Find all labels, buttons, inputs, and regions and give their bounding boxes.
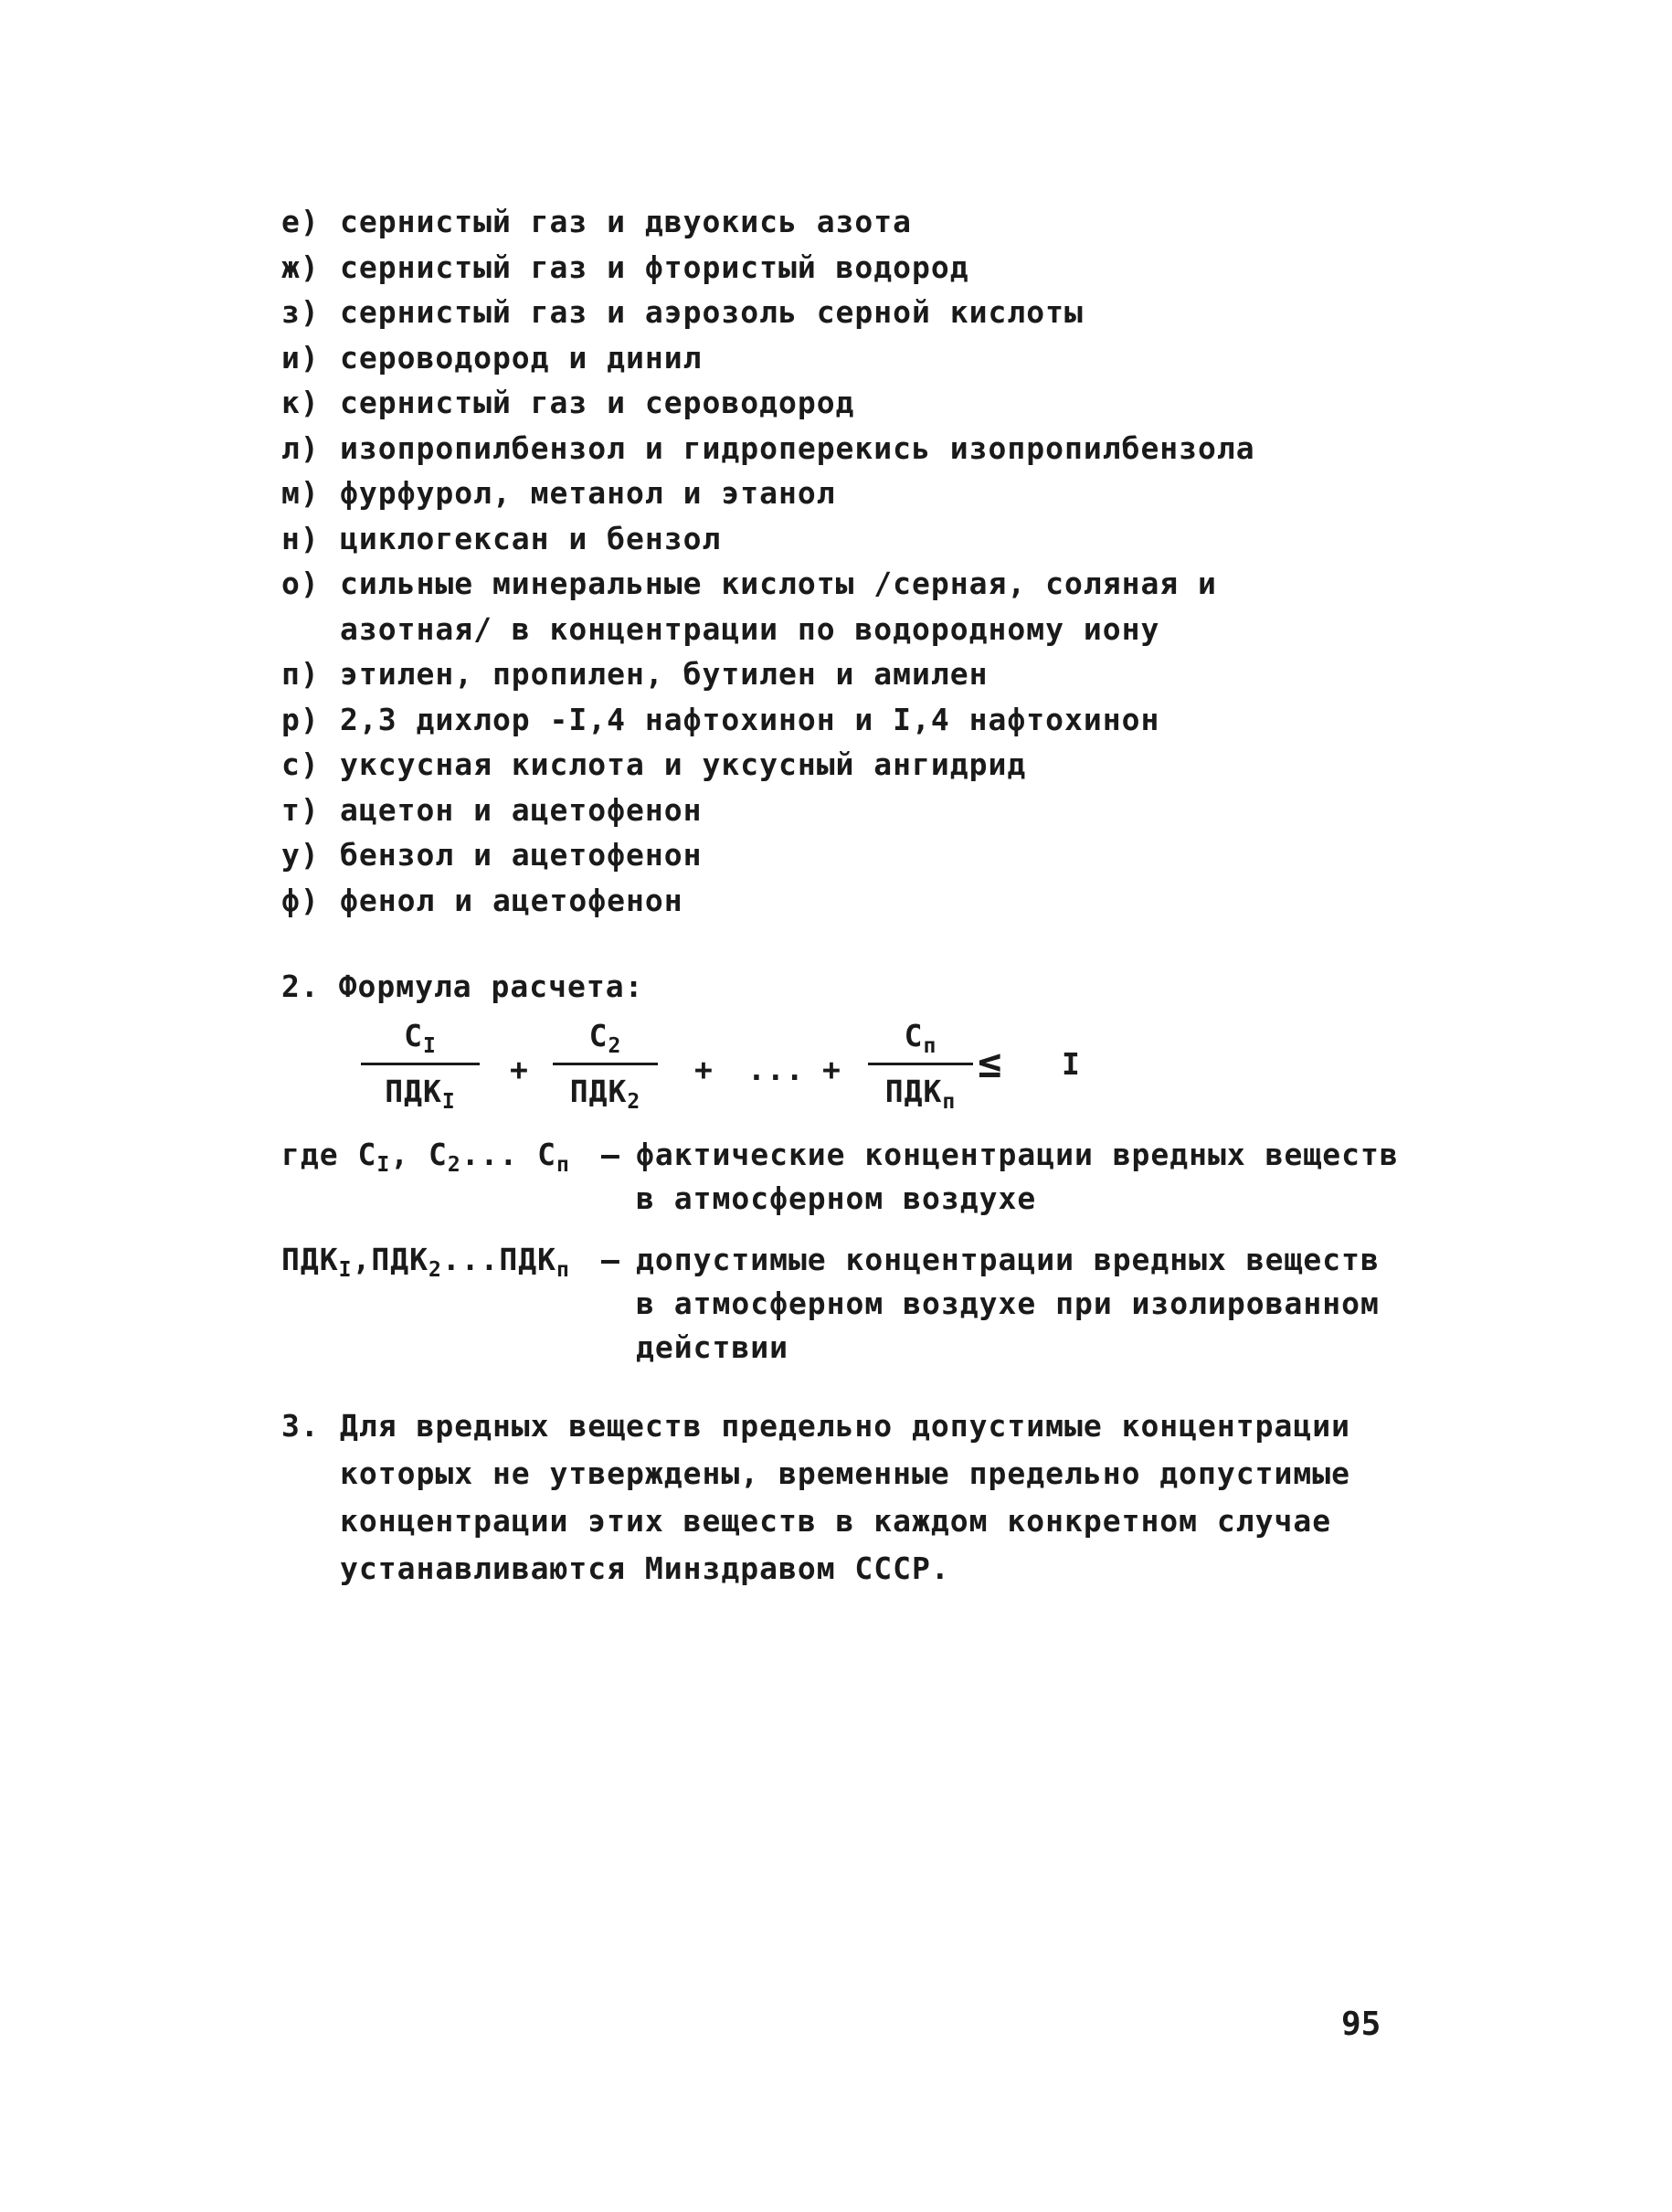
plus-operator: +	[510, 1052, 529, 1087]
item-label: м)	[281, 475, 320, 511]
list-item	[281, 788, 1255, 833]
item-text: фенол и ацетофенон	[340, 882, 683, 918]
list-item	[281, 380, 1255, 426]
item-label: н)	[281, 520, 320, 556]
item-label: р)	[281, 701, 320, 737]
item-text: ацетон и ацетофенон	[340, 791, 703, 828]
fraction-term-n	[868, 1010, 973, 1118]
list-item	[281, 651, 1255, 697]
ellipsis: ...	[747, 1052, 805, 1087]
list-item	[281, 290, 1255, 335]
list-item	[281, 245, 1255, 291]
fraction-numerator: $C_I$	[361, 1010, 480, 1065]
list-item	[281, 516, 1255, 562]
definition-concentrations	[281, 1133, 1469, 1224]
item-text: сернистый газ и двуокись азота	[340, 204, 913, 239]
page-number: 95	[1341, 2006, 1381, 2043]
item-label: ф)	[281, 882, 320, 918]
substance-combination-list	[281, 199, 1255, 923]
item-label: о)	[281, 566, 320, 601]
list-item	[281, 878, 1255, 924]
item-text: циклогексан и бензол	[340, 520, 722, 556]
list-item	[281, 335, 1255, 381]
item-text	[340, 561, 1217, 651]
item-text: бензол и ацетофенон	[340, 837, 703, 873]
fraction-term-2	[553, 1010, 658, 1118]
item-text-line: сильные минеральные кислоты /серная, соляная и	[340, 566, 1217, 601]
list-item	[281, 561, 1255, 651]
item-text: фурфурол, метанол и этанол	[340, 475, 836, 511]
item-text: сернистый газ и аэрозоль серной кислоты	[340, 294, 1084, 330]
item-label: п)	[281, 656, 320, 692]
formula-section-title: 2. Формула расчета:	[281, 968, 644, 1004]
item-label: к)	[281, 385, 320, 420]
list-item	[281, 742, 1255, 788]
definition-mac	[281, 1238, 1469, 1375]
fraction-denominator: $ПДК_п$	[884, 1074, 957, 1114]
list-item	[281, 697, 1255, 743]
summation-formula	[0, 1010, 1672, 1128]
plus-operator: +	[694, 1052, 714, 1087]
item-label: у)	[281, 837, 320, 873]
item-text: уксусная кислота и уксусный ангидрид	[340, 746, 1027, 782]
item-text: сероводород и динил	[340, 339, 703, 376]
definition-text: фактические концентрации вредных веществ в атмосферном воздухе	[636, 1137, 1399, 1216]
fraction-term-1	[361, 1010, 480, 1118]
definition-text: допустимые концентрации вредных веществ в атмосферном воздухе при изолированном действии	[636, 1242, 1380, 1365]
definition-symbol: $ПДК_I,ПДК_2...ПДК_п$	[281, 1242, 570, 1282]
definition-symbol: где $C_I$, $C_2$... $C_п$	[281, 1137, 570, 1177]
item-label: л)	[281, 429, 320, 466]
formula-rhs: I	[1062, 1046, 1081, 1082]
item-label: з)	[281, 294, 320, 330]
list-item	[281, 426, 1255, 471]
fraction-denominator: $ПДК_I$	[385, 1074, 456, 1114]
definition-dash: –	[601, 1137, 620, 1172]
fraction-denominator: $ПДК_2$	[569, 1074, 641, 1114]
item-text-line: азотная/ в концентрации по водородному иону	[340, 610, 1160, 647]
item-text: изопропилбензол и гидроперекись изопропилбензола	[340, 429, 1255, 466]
item-label: т)	[281, 791, 320, 828]
item-label: ж)	[281, 249, 320, 285]
list-item	[281, 199, 1255, 245]
list-item	[281, 832, 1255, 878]
plus-operator: +	[822, 1052, 841, 1087]
item-label: е)	[281, 204, 320, 239]
fraction-numerator: $C_п$	[868, 1010, 973, 1065]
section-number: 3.	[281, 1408, 320, 1444]
list-item	[281, 471, 1255, 516]
fraction-numerator: $C_2$	[553, 1010, 658, 1065]
item-text: сернистый газ и фтористый водород	[340, 249, 969, 285]
item-text: сернистый газ и сероводород	[340, 385, 855, 420]
item-text: этилен, пропилен, бутилен и амилен	[340, 656, 989, 692]
definition-dash: –	[601, 1242, 620, 1277]
less-or-equal-sign: ≤	[978, 1041, 1003, 1087]
item-label: и)	[281, 339, 320, 376]
paragraph-text: Для вредных веществ предельно допустимые концентрации которых не утверждены, временные предельно допустимые концентрации этих веществ в каждом конкретном случае устанавливаются Минздравом СССР.	[340, 1408, 1350, 1586]
item-label: с)	[281, 746, 320, 782]
item-text: 2,3 дихлор -I,4 нафтохинон и I,4 нафтохинон	[340, 701, 1160, 737]
